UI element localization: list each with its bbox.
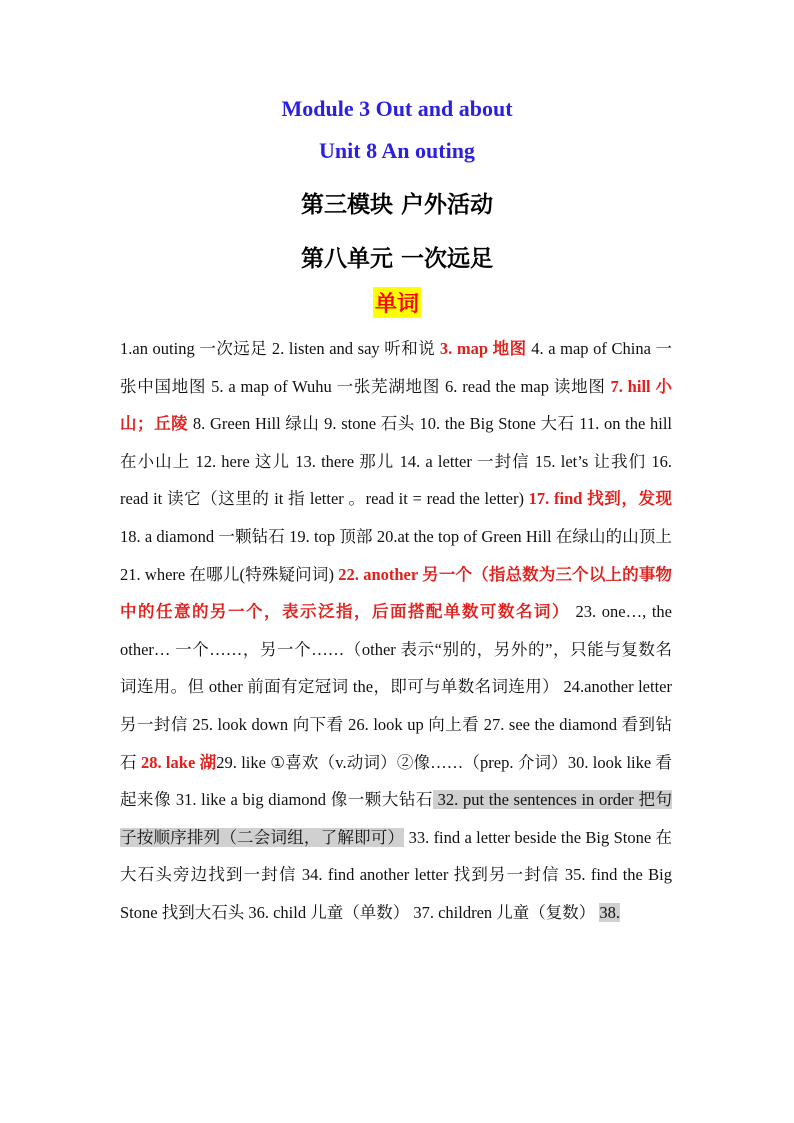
vocab-highlight-lake: 28. lake 湖 xyxy=(141,752,217,772)
unit-title-chinese: 第八单元 一次远足 xyxy=(300,246,493,272)
vocab-highlight-hill: 7. hill 小山；丘陵 xyxy=(120,376,672,434)
section-heading-wrap xyxy=(0,287,794,318)
vocab-shaded-number: 38. xyxy=(599,902,621,922)
vocab-highlight-find: 17. find 找到，发现 xyxy=(528,489,672,509)
vocab-text-5: 23. one…, the other… 一个……，另一个……（other 表示“别的，另外的”，只能与复数名词连用。但 other 前面有定冠词 the，即可与单数名词连用） 24.another letter 另一封信 25. look down 向下看 26. look up 向上看 27. see the diamond 看到钻石 xyxy=(120,602,673,772)
unit-title: Unit 8 An outing xyxy=(319,138,475,163)
vocabulary-list xyxy=(120,330,672,932)
vocab-text-6: 29. like ①喜欢（v.动词）②像……（prep. 介词）30. look like 看起来像 31. like a big diamond 像一颗大钻石 xyxy=(120,752,672,810)
vocab-text-3: 8. Green Hill 绿山 9. stone 石头 10. the Big Stone 大石 11. on the hill 在小山上 12. here 这儿 13. there 那儿 14. a letter 一封信 15. let’s 让我们 16. read it 读它（这里的 it 指 letter 。read it = read the letter) xyxy=(120,414,673,509)
vocab-text-2: 4. a map of China 一张中国地图 5. a map of Wuhu 一张芜湖地图 6. read the map 读地图 xyxy=(120,339,673,396)
vocab-highlight-map: 3. map 地图 xyxy=(439,339,527,358)
vocab-text-1: 1.an outing 一次远足 2. listen and say 听和说 xyxy=(120,339,440,358)
section-heading-vocabulary: 单词 xyxy=(373,287,421,318)
vocab-shaded-phrase: 32. put the sentences in order 把句子按顺序排列（二会词组，了解即可） xyxy=(120,790,672,847)
vocab-text-4: 18. a diamond 一颗钻石 19. top 顶部 20.at the top of Green Hill 在绿山的山顶上 21. where 在哪儿(特殊疑问词) xyxy=(120,526,672,584)
module-title-chinese: 第三模块 户外活动 xyxy=(300,192,493,218)
vocab-text-7: 33. find a letter beside the Big Stone 在大石头旁边找到一封信 34. find another letter 找到另一封信 35. find the Big Stone 找到大石头 36. child 儿童（单数） 37. children 儿童（复数） xyxy=(120,827,673,922)
vocab-highlight-another: 22. another 另一个（指总数为三个以上的事物中的任意的另一个，表示泛指，后面搭配单数可数名词） xyxy=(120,564,672,622)
module-title: Module 3 Out and about xyxy=(281,96,513,121)
